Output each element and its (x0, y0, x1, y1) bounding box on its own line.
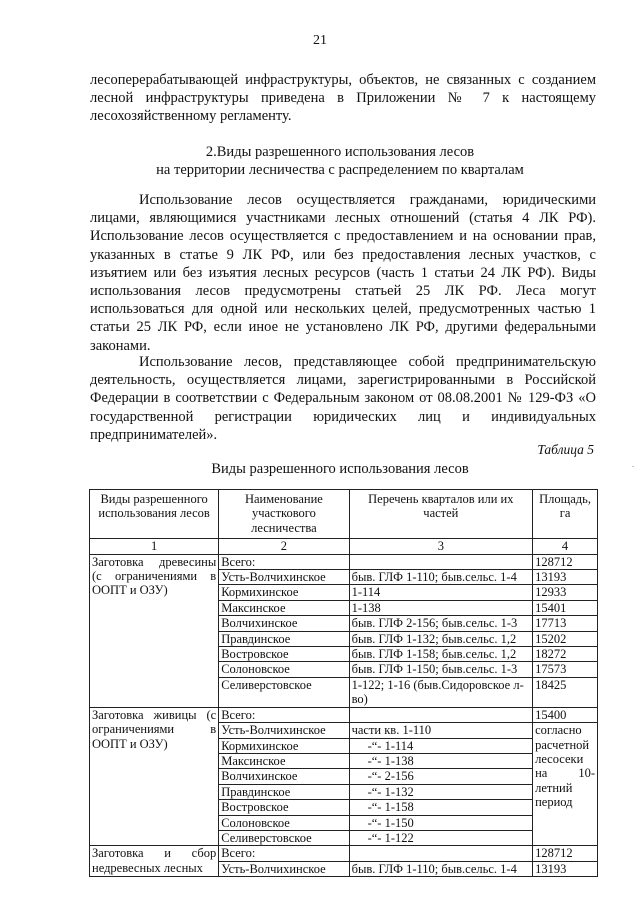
paragraph-forest-use: Использование лесов осуществляется гражданами, юридическими лицами, являющимися участниками лесных отношений (статья 4 ЛК РФ). Использование лесов осуществляется с предоставлением и на основании прав, указанных в статье 9 ЛК РФ, или без предоставления лесных участков, с изъятием или без изъятия лесных ресурсов (часть 1 статьи 24 ЛК РФ). Виды использования лесов предусмотрены статьей 25 ЛК РФ. Леса могут использоваться для одной или нескольких целей, предусмотренных частью 1 статьи 25 ЛК РФ, если иное не установлено ЛК РФ, другими федеральными законами. (90, 192, 596, 354)
page-number: 21 (313, 33, 327, 48)
forestry-cell: Усть-Волчихинское (219, 861, 349, 876)
quarters-cell: быв. ГЛФ 2-156; быв.сельс. 1-3 (349, 616, 533, 631)
area-cell: 15400 (533, 707, 598, 722)
quarters-cell (349, 846, 533, 861)
table-body (90, 554, 598, 877)
section-title-line-2: на территории лесничества с распределением по кварталам (156, 162, 524, 178)
area-cell: 128712 (533, 846, 598, 861)
column-number: 4 (533, 539, 598, 554)
forestry-cell: Волчихинское (219, 616, 349, 631)
quarters-cell: -“- 1-158 (349, 800, 533, 815)
area-note-cell: согласно расчетной лесосеки на 10-летний период (533, 723, 598, 846)
quarters-cell: быв. ГЛФ 1-110; быв.сельс. 1-4 (349, 570, 533, 585)
quarters-cell: быв. ГЛФ 1-110; быв.сельс. 1-4 (349, 861, 533, 876)
area-cell: 18272 (533, 647, 598, 662)
forestry-cell: Усть-Волчихинское (219, 723, 349, 738)
forestry-cell: Максинское (219, 600, 349, 615)
use-type-cell: Заготовка и сбор недревесных лесных (90, 846, 219, 877)
table-header-row (90, 490, 598, 539)
header-area: Площадь, га (533, 490, 598, 539)
quarters-cell: -“- 1-150 (349, 815, 533, 830)
column-number-row (90, 539, 598, 554)
quarters-cell (349, 554, 533, 569)
table-row (90, 707, 598, 722)
table-row (90, 846, 598, 861)
quarters-cell: 1-122; 1-16 (быв.Сидоровское л-во) (349, 677, 533, 707)
area-cell: 15202 (533, 631, 598, 646)
forestry-cell: Востровское (219, 800, 349, 815)
column-number: 2 (219, 539, 349, 554)
column-number: 3 (349, 539, 533, 554)
area-cell: 13193 (533, 861, 598, 876)
forestry-cell: Усть-Волчихинское (219, 570, 349, 585)
forestry-cell: Максинское (219, 753, 349, 768)
intro-paragraph: лесоперерабатывающей инфраструктуры, объектов, не связанных с созданием лесной инфраструктуры приведена в Приложении № 7 к настоящему лесохозяйственному регламенту. (90, 72, 596, 125)
quarters-cell: быв. ГЛФ 1-158; быв.сельс. 1,2 (349, 647, 533, 662)
quarters-cell: части кв. 1-110 (349, 723, 533, 738)
forestry-cell: Всего: (219, 707, 349, 722)
table-row (90, 554, 598, 569)
forestry-cell: Солоновское (219, 662, 349, 677)
area-cell: 15401 (533, 600, 598, 615)
quarters-cell: -“- 1-114 (349, 738, 533, 753)
forest-use-table (89, 489, 598, 877)
quarters-cell: 1-138 (349, 600, 533, 615)
area-cell: 18425 (533, 677, 598, 707)
header-quarters: Перечень кварталов или их частей (349, 490, 533, 539)
section-title (0, 143, 640, 179)
quarters-cell: -“- 1-132 (349, 784, 533, 799)
quarters-cell: -“- 2-156 (349, 769, 533, 784)
quarters-cell: быв. ГЛФ 1-132; быв.сельс. 1,2 (349, 631, 533, 646)
quarters-cell: -“- 1-138 (349, 753, 533, 768)
area-cell: 128712 (533, 554, 598, 569)
column-number: 1 (90, 539, 219, 554)
use-type-cell: Заготовка древесины (с ограничениями в ООПТ и ОЗУ) (90, 554, 219, 707)
paragraph-entrepreneurship: Использование лесов, представляющее собой предпринимательскую деятельность, осуществляется лицами, зарегистрированными в Российской Федерации в соответствии с Федеральным законом от 08.08.2001 № 129-ФЗ «О государственной регистрации юридических лиц и индивидуальных предпринимателей». (90, 354, 596, 443)
use-type-cell: Заготовка живицы (с ограничениями в ООПТ и ОЗУ) (90, 707, 219, 846)
scan-edge-mark: · (628, 465, 638, 468)
area-cell: 17713 (533, 616, 598, 631)
quarters-cell: -“- 1-122 (349, 830, 533, 845)
forestry-cell: Правдинское (219, 784, 349, 799)
forestry-cell: Селиверстовское (219, 830, 349, 845)
forestry-cell: Солоновское (219, 815, 349, 830)
area-cell: 12933 (533, 585, 598, 600)
area-cell: 17573 (533, 662, 598, 677)
table-title: Виды разрешенного использования лесов (211, 461, 469, 477)
quarters-cell (349, 707, 533, 722)
quarters-cell: быв. ГЛФ 1-150; быв.сельс. 1-3 (349, 662, 533, 677)
quarters-cell: 1-114 (349, 585, 533, 600)
header-forestry: Наименование участкового лесничества (219, 490, 349, 539)
forestry-cell: Кормихинское (219, 585, 349, 600)
area-cell: 13193 (533, 570, 598, 585)
forestry-cell: Правдинское (219, 631, 349, 646)
header-use-type: Виды разрешенного использования лесов (90, 490, 219, 539)
forestry-cell: Всего: (219, 846, 349, 861)
forestry-cell: Кормихинское (219, 738, 349, 753)
forestry-cell: Волчихинское (219, 769, 349, 784)
forestry-cell: Всего: (219, 554, 349, 569)
forestry-cell: Востровское (219, 647, 349, 662)
section-title-line-1: 2.Виды разрешенного использования лесов (205, 144, 475, 160)
table-caption: Таблица 5 (537, 442, 594, 457)
forestry-cell: Селиверстовское (219, 677, 349, 707)
